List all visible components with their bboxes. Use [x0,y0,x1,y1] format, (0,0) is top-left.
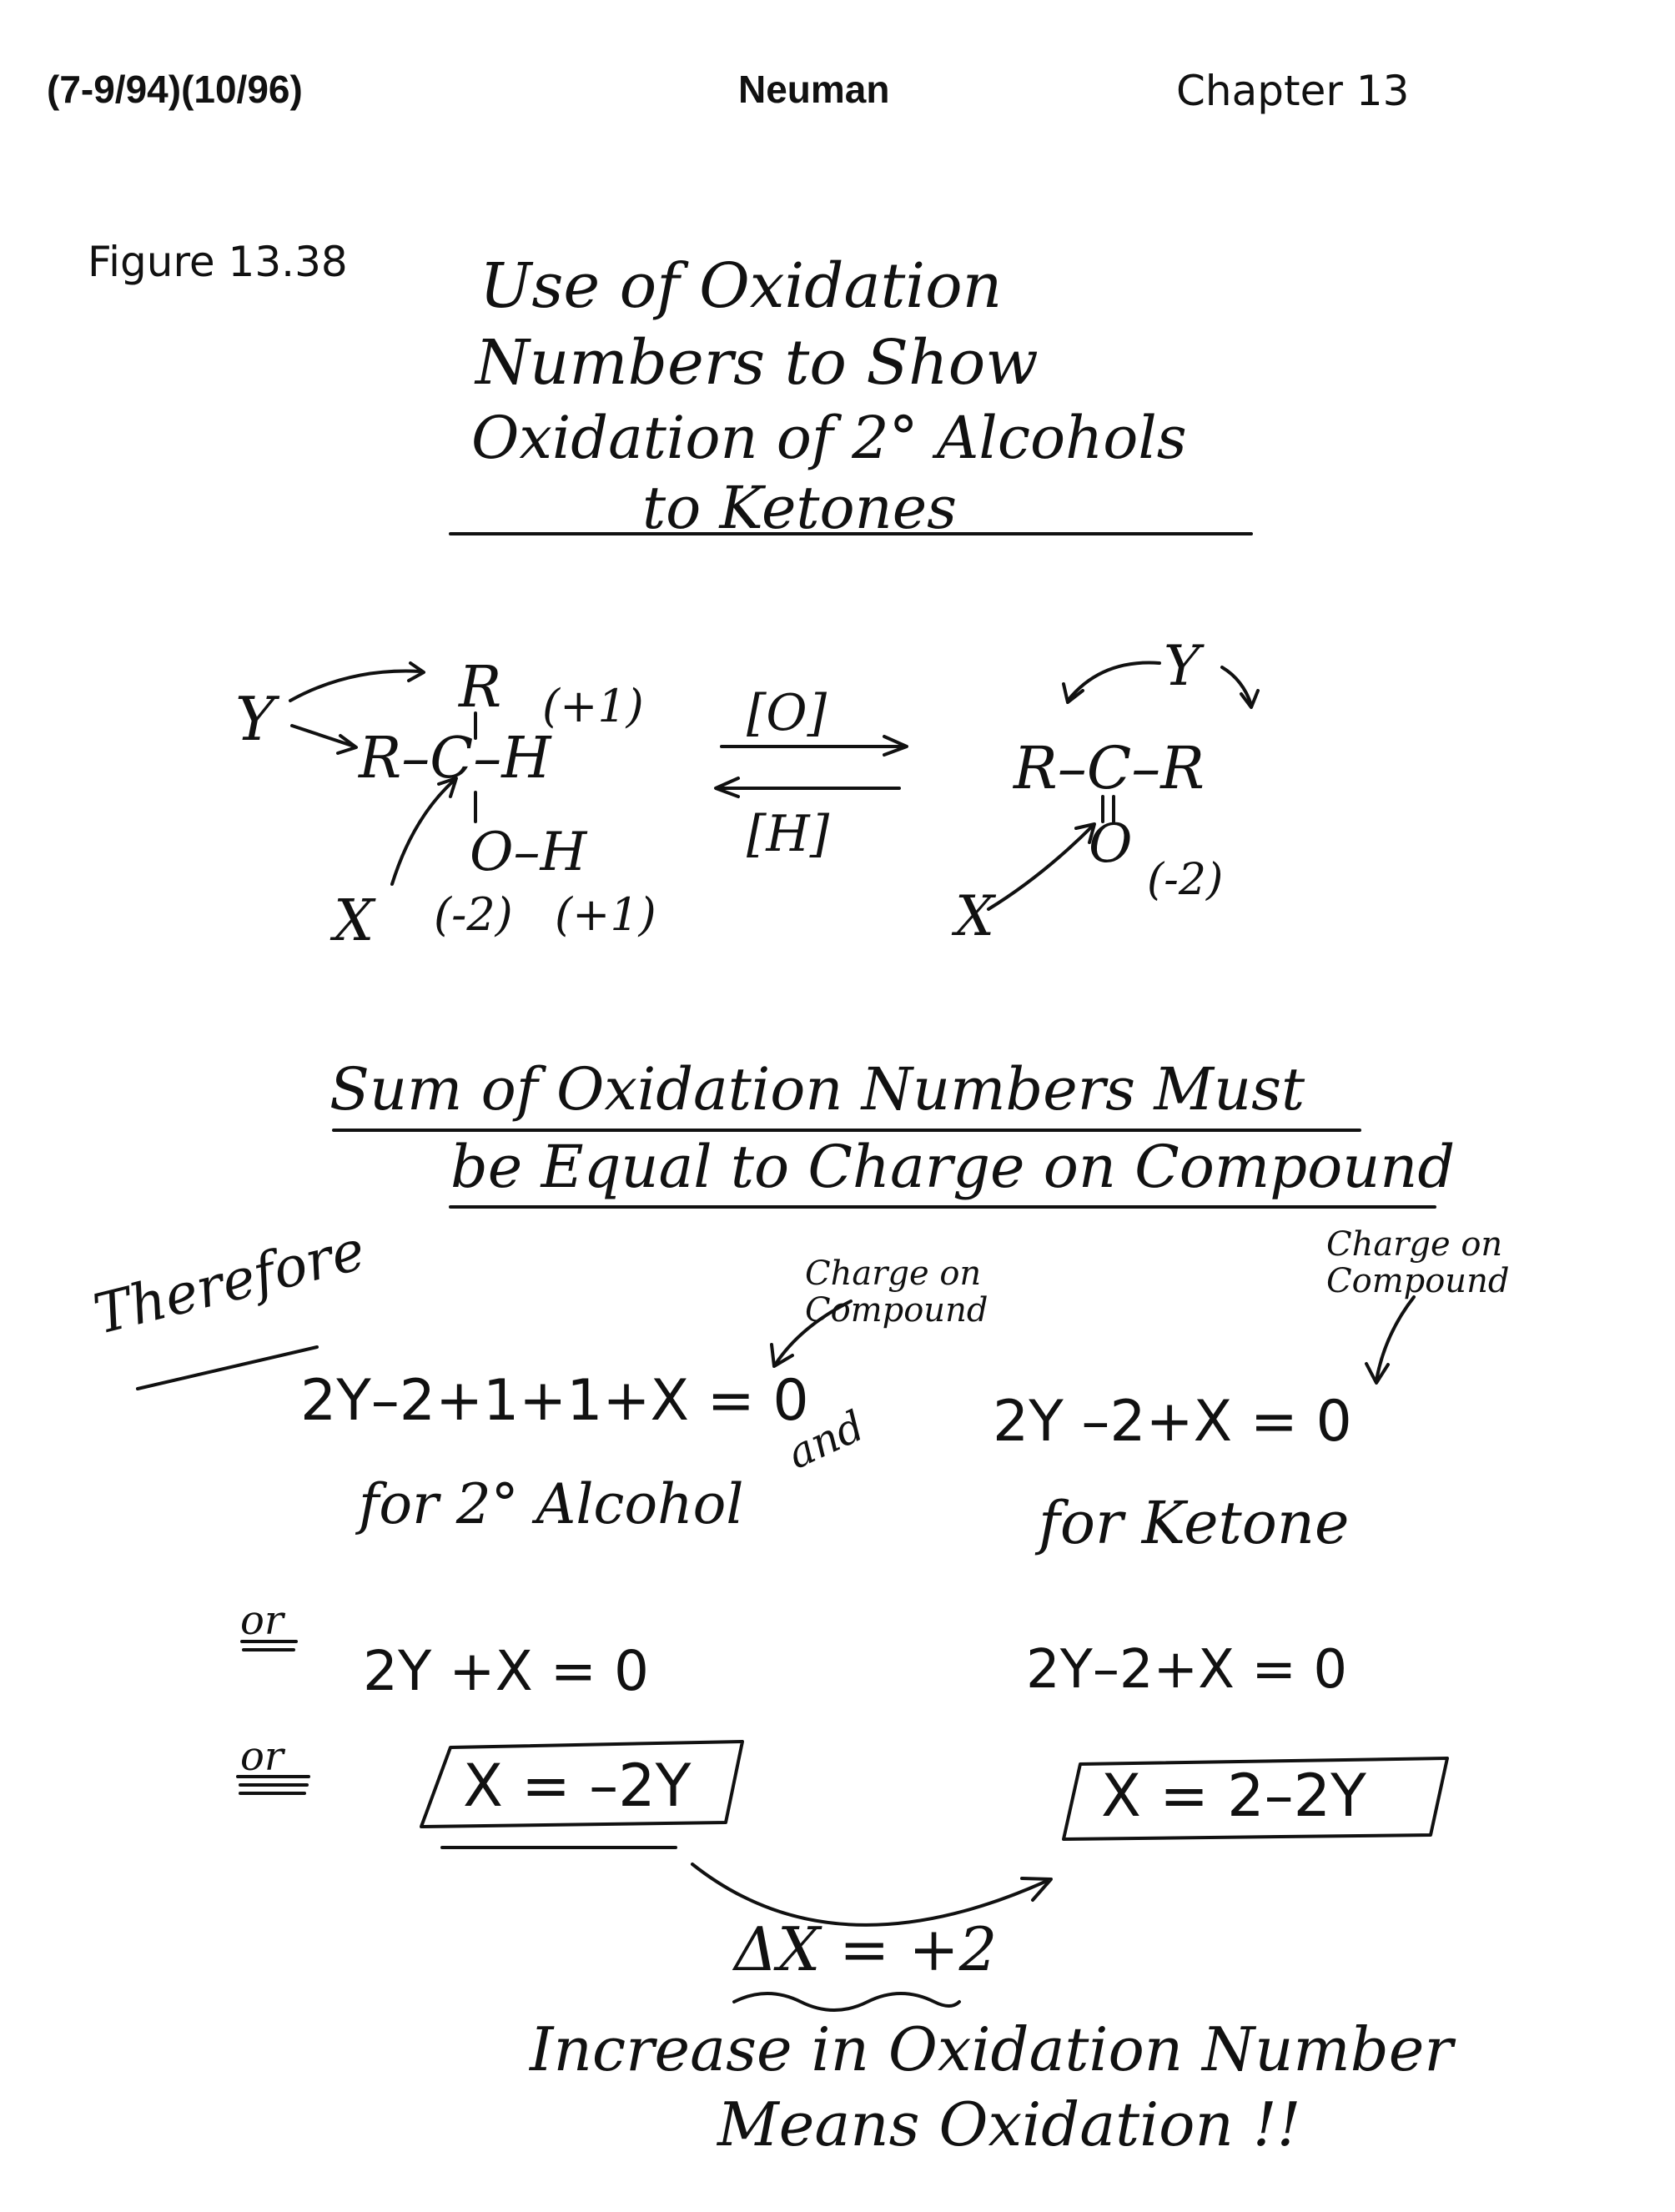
conclusion-line-2: Means Oxidation !! [717,2089,1301,2159]
alcohol-equation: 2Y–2+1+1+X = 0 [300,1368,809,1434]
header-chapter: Chapter 13 [1176,67,1410,115]
alcohol-h-oxidation-number: (+1) [542,680,644,732]
ketone-backbone: R–C–R [1014,734,1205,802]
therefore-underline [138,1347,317,1389]
title-line-3: Oxidation of 2° Alcohols [471,404,1187,472]
charge-right-annotation: Charge on Compound [1326,1225,1510,1300]
delta-wavy-underline [734,1993,959,2010]
ketone-y-arrow-left [1068,663,1159,701]
alcohol-o-oxidation-number: (-2) [434,888,513,941]
header-author: Neuman [738,68,890,111]
rule-line-2: be Equal to Charge on Compound [450,1133,1456,1201]
alcohol-oh-h-oxidation-number: (+1) [555,888,656,941]
ketone-caption: for Ketone [1039,1489,1350,1557]
charge-left-annotation: Charge on Compound [805,1254,988,1330]
ketone-y-label: Y [1164,634,1200,698]
title-line-1: Use of Oxidation [480,250,1003,322]
y-arrow-top [290,671,421,701]
alcohol-oh: O–H [470,822,587,883]
title-line-4: to Ketones [642,474,958,542]
or-annotation-1: or [240,1597,284,1644]
charge-right-arrow [1376,1297,1414,1380]
ketone-result: X = 2–2Y [1101,1762,1366,1830]
alcohol-x-label: X [334,888,375,954]
alcohol-r-top: R [459,655,502,721]
reverse-reagent: [H] [747,805,830,863]
figure-label: Figure 13.38 [88,238,348,286]
header-date: (7-9/94)(10/96) [47,68,303,111]
ketone-simplified-equation: 2Y–2+X = 0 [1026,1639,1348,1701]
alcohol-caption: for 2° Alcohol [359,1472,744,1536]
x-arrow-alcohol [392,780,455,884]
forward-reagent: [O] [747,684,827,742]
ketone-o-oxidation-number: (-2) [1147,855,1224,905]
alcohol-simplified-equation: 2Y +X = 0 [363,1639,650,1703]
ketone-oxygen: O [1089,813,1133,875]
conclusion-line-1: Increase in Oxidation Number [530,2014,1453,2084]
rule-line-1: Sum of Oxidation Numbers Must [329,1055,1305,1124]
and-annotation: and [780,1401,872,1479]
title-line-2: Numbers to Show [475,327,1039,399]
alcohol-result: X = –2Y [463,1752,692,1820]
ketone-x-label: X [955,884,994,948]
therefore-annotation: Therefore [88,1217,371,1347]
delta-x: ΔX = +2 [734,1914,998,1984]
x-arrow-ketone [988,826,1093,909]
ketone-equation: 2Y –2+X = 0 [993,1389,1352,1455]
or-annotation-2: or [240,1733,284,1780]
alcohol-y-label: Y [235,684,275,754]
alcohol-backbone: R–C–H [359,726,551,792]
y-arrow-middle [292,726,355,747]
